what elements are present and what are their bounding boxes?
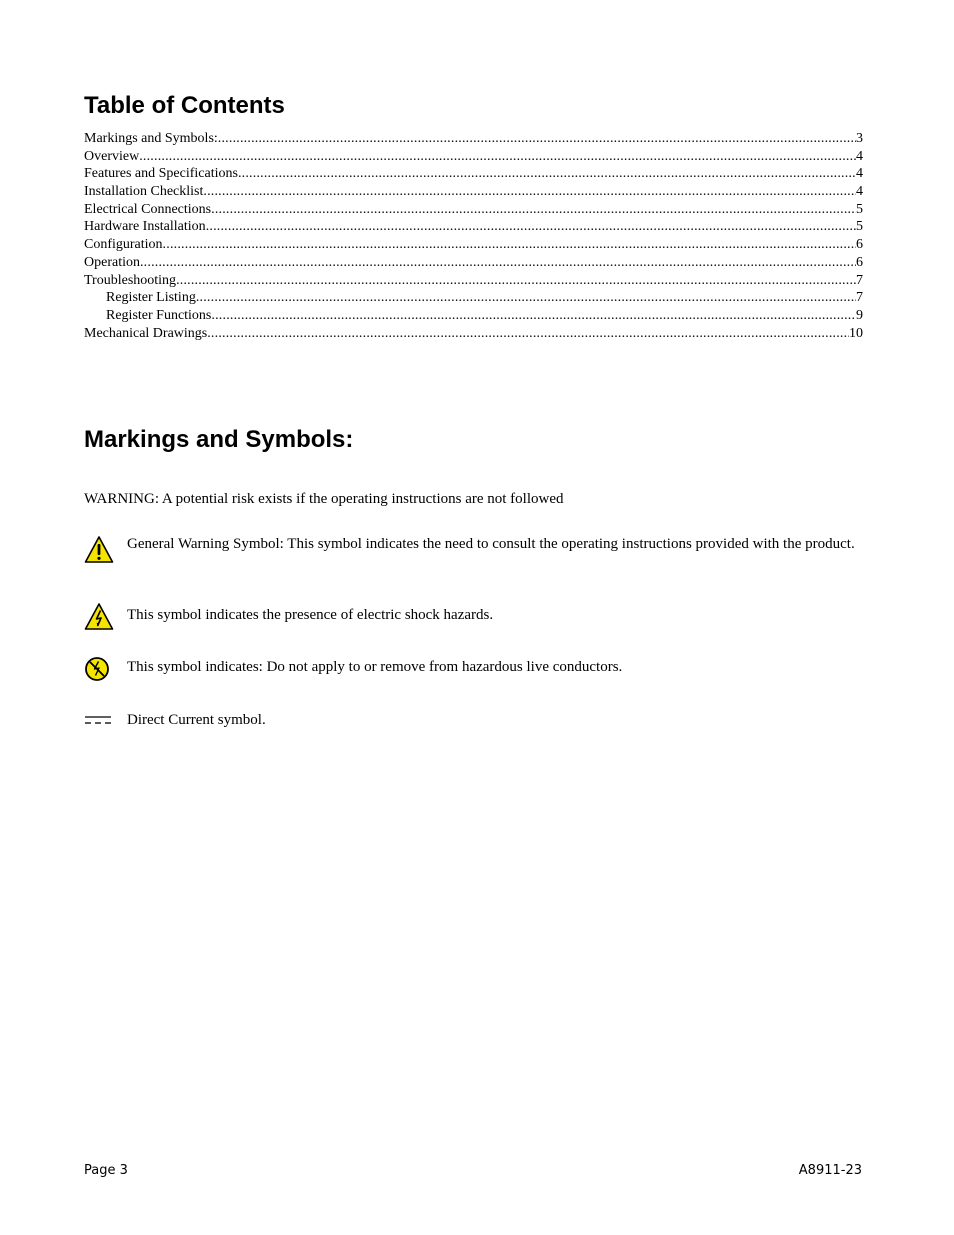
toc-entry-troubleshooting[interactable] <box>84 272 863 290</box>
toc-leader-dots <box>176 272 856 290</box>
toc-entry-label: Troubleshooting <box>84 272 177 288</box>
toc-leader-dots <box>207 325 849 343</box>
toc-entry-label: Register Functions <box>106 307 212 323</box>
live-conductor-prohibited-icon <box>84 654 114 684</box>
toc-entry-configuration[interactable] <box>84 236 863 254</box>
toc-entry-page: 5 <box>856 201 863 217</box>
toc-entry-label: Electrical Connections <box>84 201 212 217</box>
toc-entry-hardware-installation[interactable] <box>84 218 863 236</box>
toc-leader-dots <box>203 183 856 201</box>
toc-entry-overview[interactable] <box>84 148 863 166</box>
warning-statement: WARNING: A potential risk exists if the operating instructions are not followed <box>84 491 564 507</box>
toc-entry-page: 4 <box>856 166 863 182</box>
toc-leader-dots <box>211 201 856 219</box>
toc-leader-dots <box>238 165 856 183</box>
electric-shock-icon <box>84 602 114 632</box>
toc-leader-dots <box>139 148 856 166</box>
toc-entry-register-listing[interactable] <box>84 289 863 307</box>
toc-entry-label: Register Listing <box>106 290 196 306</box>
general-warning-icon <box>84 535 114 565</box>
toc-leader-dots <box>218 130 856 148</box>
toc-entry-mechanical-drawings[interactable] <box>84 325 863 343</box>
symbol-description: General Warning Symbol: This symbol indicates the need to consult the operating instructions provided with the product. <box>127 536 855 552</box>
toc-entry-page: 3 <box>856 131 863 146</box>
toc-entry-label: Operation <box>84 254 140 270</box>
toc-entry-register-functions[interactable] <box>84 307 863 325</box>
toc-entry-label: Hardware Installation <box>84 219 206 235</box>
toc-entry-installation-checklist[interactable] <box>84 183 863 201</box>
toc-entry-page: 4 <box>856 148 863 164</box>
toc-title: Table of Contents <box>84 92 285 119</box>
toc-entry-electrical-connections[interactable] <box>84 201 863 219</box>
toc-entry-label: Overview <box>84 148 140 164</box>
toc-entry-label: Markings and Symbols: <box>84 131 218 146</box>
symbol-description: Direct Current symbol. <box>127 712 266 728</box>
toc-entry-label: Installation Checklist <box>84 184 204 200</box>
toc-entry-page: 9 <box>856 307 863 323</box>
toc-entry-page: 7 <box>856 272 863 288</box>
toc-entry-features-and-specifications[interactable] <box>84 165 863 183</box>
toc-leader-dots <box>206 218 856 236</box>
direct-current-icon <box>84 711 114 729</box>
toc-entry-label: Mechanical Drawings <box>84 325 208 341</box>
toc-leader-dots <box>163 236 856 254</box>
toc-entry-label: Features and Specifications <box>84 166 238 182</box>
toc-entry-page: 10 <box>849 325 863 341</box>
footer-document-id: A8911-23 <box>798 1163 862 1178</box>
toc-entry-label: Configuration <box>84 237 163 253</box>
toc-leader-dots <box>196 289 856 307</box>
symbol-description: This symbol indicates the presence of electric shock hazards. <box>127 607 494 623</box>
toc-entry-operation[interactable] <box>84 254 863 272</box>
table-of-contents <box>84 130 863 342</box>
toc-entry-page: 7 <box>856 290 863 306</box>
toc-leader-dots <box>140 254 856 272</box>
footer-page-number: Page 3 <box>84 1163 128 1178</box>
markings-section-title: Markings and Symbols: <box>84 426 354 453</box>
toc-entry-page: 6 <box>856 237 863 253</box>
symbol-description: This symbol indicates: Do not apply to or remove from hazardous live conductors. <box>127 659 623 675</box>
toc-entry-markings-and-symbols[interactable] <box>84 130 863 148</box>
toc-entry-page: 6 <box>856 254 863 270</box>
toc-entry-page: 4 <box>856 184 863 200</box>
toc-entry-page: 5 <box>856 219 863 235</box>
toc-leader-dots <box>211 307 856 325</box>
